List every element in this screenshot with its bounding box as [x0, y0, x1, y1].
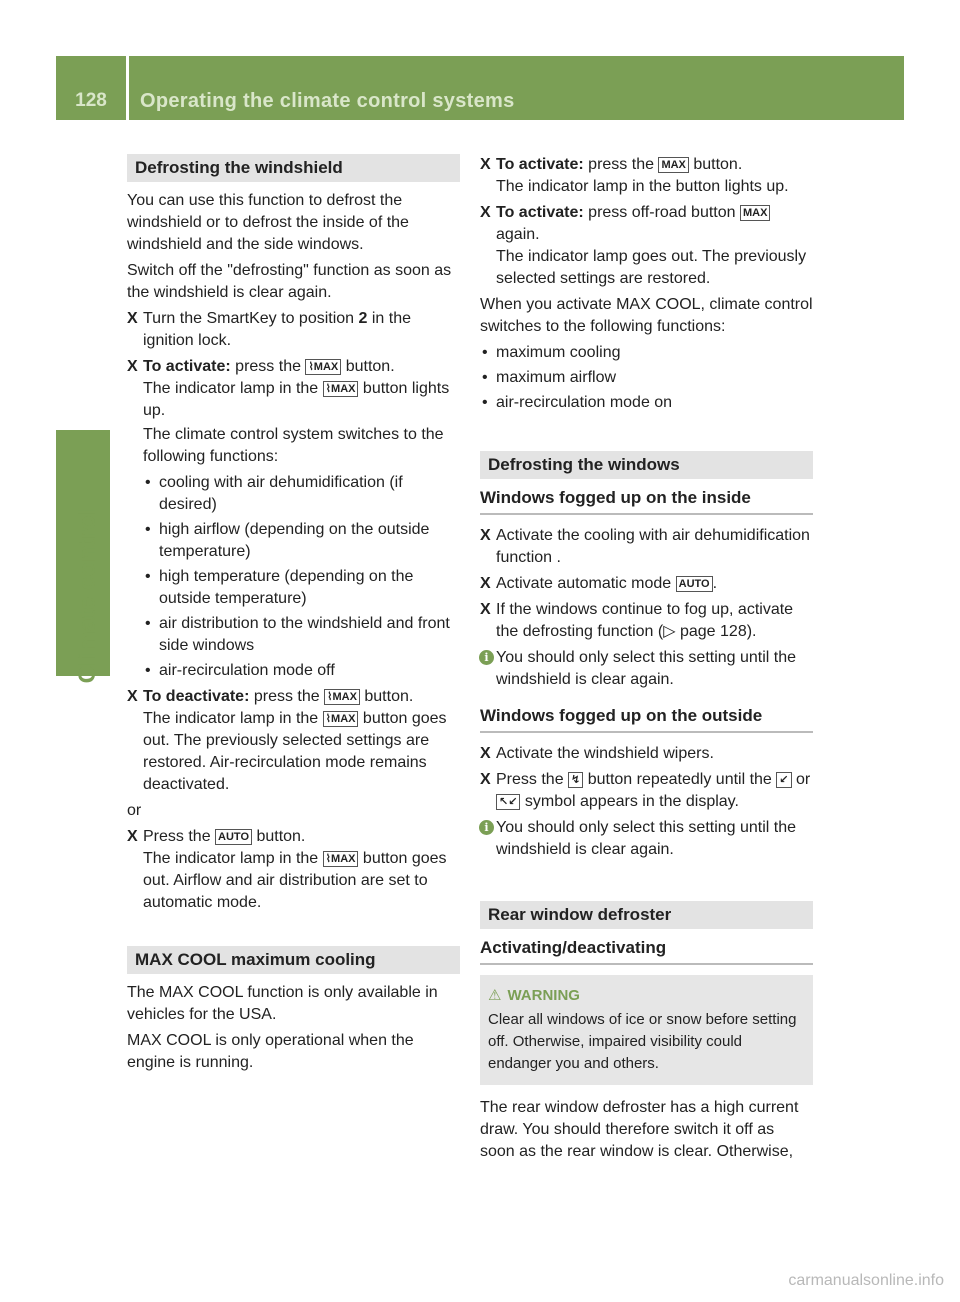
maxcool-key-icon: MAX	[658, 157, 688, 173]
instruction-step: X Activate the windshield wipers.	[480, 743, 813, 765]
info-icon: i	[479, 820, 494, 835]
maxcool-key-icon: MAX	[740, 205, 770, 221]
step-marker-icon: X	[480, 575, 491, 592]
bullet-icon: •	[482, 394, 488, 411]
step-marker-icon: X	[127, 310, 138, 327]
instruction-step: X To activate: press off-road button MAX again. The indicator lamp goes out. The previously selected settings are restored.	[480, 204, 807, 287]
page-title: Operating the climate control systems	[140, 90, 515, 112]
instruction-step: X Turn the SmartKey to position 2 in the ignition lock.	[127, 310, 412, 349]
defrost-max-key-icon: ⌇MAX	[324, 689, 360, 705]
paragraph: Switch off the "defrosting" function as soon as the windshield is clear again.	[127, 262, 452, 301]
instruction-step: X To activate: press the MAX button. The indicator lamp in the button lights up.	[480, 156, 789, 195]
paragraph: MAX COOL is only operational when the engine is running.	[127, 1032, 414, 1071]
section-heading-maxcool: MAX COOL maximum cooling	[127, 946, 460, 974]
instruction-step: X If the windows continue to fog up, activate the defrosting function (▷ page 128).	[480, 601, 794, 640]
warning-title: WARNING	[507, 987, 580, 1004]
left-column	[127, 154, 460, 1078]
step-marker-icon: X	[127, 828, 138, 845]
list-item: • high temperature (depending on the outside temperature)	[145, 568, 414, 607]
page-ref-arrow-icon: ▷	[663, 623, 676, 640]
warning-icon: ⚠	[488, 987, 502, 1004]
instruction-step: X Activate automatic mode AUTO .	[480, 573, 813, 595]
list-item: • air-recirculation mode on	[480, 392, 813, 414]
air-distribution-b-icon: ↖↙	[496, 794, 520, 810]
paragraph: You can use this function to defrost the windshield or to defrost the inside of the windshield and the side windows.	[127, 192, 409, 253]
step-marker-icon: X	[480, 527, 491, 544]
function-list	[480, 342, 813, 414]
defrost-max-key-icon: ⌇MAX	[305, 359, 341, 375]
watermark: carmanualsonline.info	[788, 1272, 944, 1289]
step-marker-icon: X	[480, 156, 491, 173]
page-number: 128	[75, 90, 107, 111]
bullet-icon: •	[482, 344, 488, 361]
info-note: i You should only select this setting until the windshield is clear again.	[480, 817, 813, 861]
airflow-key-icon: ↯	[568, 772, 583, 788]
instruction-step: X Press the ↯ button repeatedly until the ↙ or ↖↙ symbol appears in the display.	[480, 771, 811, 810]
bullet-icon: •	[145, 615, 151, 632]
instruction-step: X Press the AUTO button. The indicator lamp in the ⌇MAX button goes out. Airflow and air distribution are set to automatic mode.	[127, 828, 447, 911]
paragraph: The rear window defroster has a high current draw. You should therefore switch it off as soon as the rear window is clear. Otherwise,	[480, 1099, 799, 1160]
right-column	[480, 154, 813, 1167]
list-item: • maximum cooling	[480, 342, 813, 364]
warning-text: Clear all windows of ice or snow before setting off. Otherwise, impaired visibility could endanger you and others.	[488, 1011, 797, 1072]
subheading-activating: Activating/deactivating	[480, 937, 813, 965]
instruction-step: X Activate the cooling with air dehumidification function .	[480, 527, 810, 566]
step-marker-icon: X	[480, 601, 491, 618]
step-marker-icon: X	[127, 688, 138, 705]
bullet-icon: •	[145, 521, 151, 538]
defrost-max-key-icon: ⌇MAX	[323, 381, 359, 397]
info-icon: i	[479, 650, 494, 665]
step-marker-icon: X	[127, 358, 138, 375]
auto-key-icon: AUTO	[215, 829, 252, 845]
defrost-max-key-icon: ⌇MAX	[323, 711, 359, 727]
step-marker-icon: X	[480, 771, 491, 788]
instruction-step: X To activate: press the ⌇MAX button. The indicator lamp in the ⌇MAX button lights up. The climate control system switches to the following functions: • cooling with air dehumidification (if desired) • high airflow (depending on the outside temperature) • high temperature (depending on the outside temperature) • air distribution to the windshield and front side windows • air-recirculation mode off	[127, 356, 460, 682]
bullet-icon: •	[145, 662, 151, 679]
step-marker-icon: X	[480, 745, 491, 762]
list-item: • air-recirculation mode off	[143, 660, 460, 682]
warning-box	[480, 975, 813, 1085]
list-item: • maximum airflow	[480, 367, 813, 389]
page-header	[56, 56, 904, 120]
air-distribution-a-icon: ↙	[776, 772, 791, 788]
page-reference-link[interactable]: page 128).	[675, 623, 757, 640]
subheading-inside: Windows fogged up on the inside	[480, 487, 813, 515]
list-item: • cooling with air dehumidification (if desired)	[145, 474, 403, 513]
defrost-max-key-icon: ⌇MAX	[323, 851, 359, 867]
auto-key-icon: AUTO	[676, 576, 713, 592]
header-separator	[126, 56, 129, 120]
paragraph: When you activate MAX COOL, climate control switches to the following functions:	[480, 296, 813, 335]
paragraph: The MAX COOL function is only available in vehicles for the USA.	[127, 984, 438, 1023]
step-marker-icon: X	[480, 204, 491, 221]
section-heading-defrost-windows: Defrosting the windows	[480, 451, 813, 479]
function-list	[143, 472, 460, 682]
paragraph: or	[127, 802, 142, 819]
bullet-icon: •	[482, 369, 488, 386]
instruction-step: X To deactivate: press the ⌇MAX button. The indicator lamp in the ⌇MAX button goes out. The previously selected settings are restored. Air-recirculation mode remains deactivated.	[127, 688, 447, 793]
bullet-icon: •	[145, 568, 151, 585]
bullet-icon: •	[145, 474, 151, 491]
list-item: • air distribution to the windshield and front side windows	[145, 615, 450, 654]
section-heading-defrost-windshield: Defrosting the windshield	[127, 154, 460, 182]
list-item: • high airflow (depending on the outside temperature)	[145, 521, 430, 560]
section-heading-rear-defroster: Rear window defroster	[480, 901, 813, 929]
info-note: i You should only select this setting until the windshield is clear again.	[480, 647, 813, 691]
subheading-outside: Windows fogged up on the outside	[480, 705, 813, 733]
